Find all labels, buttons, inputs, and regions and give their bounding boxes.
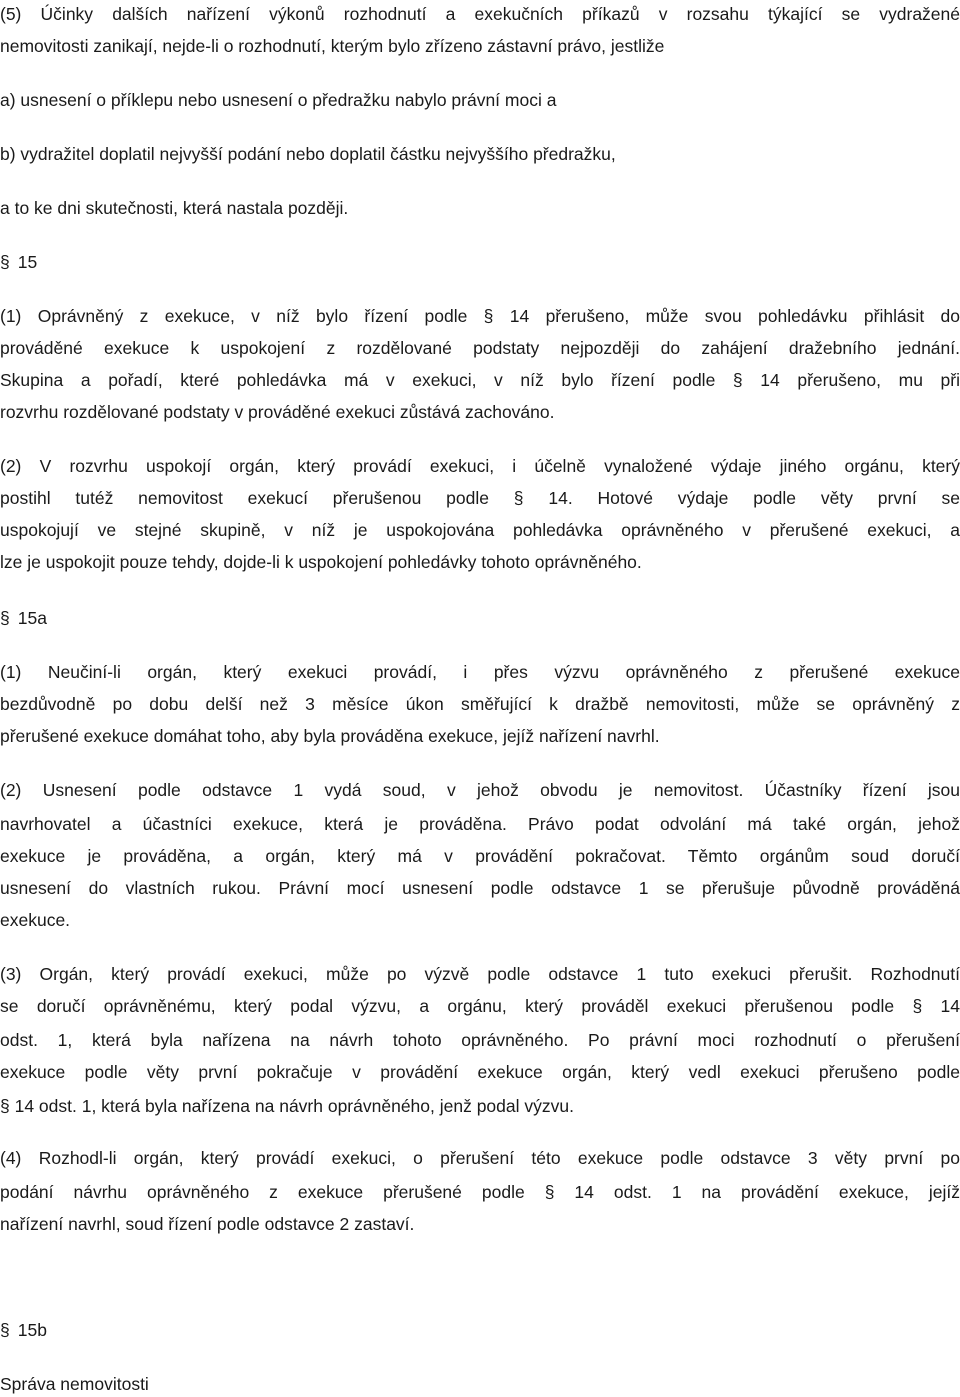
section-title: Správa nemovitosti <box>0 1374 149 1394</box>
paragraph-line: přerušené exekuce domáhat toho, aby byla prováděna exekuce, jejíž nařízení navrhl. <box>0 726 660 746</box>
paragraph-line: rozvrhu rozdělované podstaty v prováděné exekuci zůstává zachováno. <box>0 402 555 422</box>
section-heading-15b <box>0 1318 47 1342</box>
intro-line: b) vydražitel doplatil nejvyšší podání nebo doplatil částku nejvyššího předražku, <box>0 144 616 164</box>
paragraph-line: § 14 odst. 1, která byla nařízena na návrh oprávněného, jenž podal výzvu. <box>0 1096 574 1116</box>
paragraph-line: (2) Usnesení podle odstavce 1 vydá soud, v jehož obvodu je nemovitost. Účastníky řízení jsou <box>0 780 960 800</box>
paragraph-line: podání návrhu oprávněného z exekuce přerušené podle § 14 odst. 1 na provádění exekuce, jejíž <box>0 1182 960 1202</box>
paragraph-line: (3) Orgán, který provádí exekuci, může po výzvě podle odstavce 1 tuto exekuci přerušit. Rozhodnutí <box>0 964 960 984</box>
paragraph-line: odst. 1, která byla nařízena na návrh tohoto oprávněného. Po právní moci rozhodnutí o přerušení <box>0 1030 960 1050</box>
paragraph-line: uspokojují ve stejné skupině, v níž je uspokojována pohledávka oprávněného v přerušené exekuci, a <box>0 520 960 540</box>
paragraph-line: navrhovatel a účastníci exekuce, která je prováděna. Právo podat odvolání má také orgán, jehož <box>0 814 960 834</box>
paragraph-line: prováděné exekuce k uspokojení z rozdělované podstaty nejpozději do zahájení dražebního jednání. <box>0 338 960 358</box>
paragraph-line: exekuce je prováděna, a orgán, který má v provádění pokračovat. Těmto orgánům soud doručí <box>0 846 960 866</box>
paragraph-line: (2) V rozvrhu uspokojí orgán, který provádí exekuci, i účelně vynaložené výdaje jiného orgánu, který <box>0 456 960 476</box>
section-number: 15a <box>17 608 47 628</box>
paragraph-line: usnesení do vlastních rukou. Právní mocí usnesení podle odstavce 1 se přerušuje původně prováděná <box>0 878 960 898</box>
paragraph-line: (4) Rozhodl-li orgán, který provádí exekuci, o přerušení této exekuce podle odstavce 3 věty první po <box>0 1148 960 1168</box>
paragraph-line: exekuce podle věty první pokračuje v provádění exekuce orgán, který vedl exekuci přerušeno podle <box>0 1062 960 1082</box>
paragraph-line: postihl tutéž nemovitost exekucí přerušenou podle § 14. Hotové výdaje podle věty první se <box>0 488 960 508</box>
section-heading-15a <box>0 606 47 630</box>
section-sign: § <box>0 1320 10 1340</box>
section-number: 15 <box>17 252 38 272</box>
intro-line: a to ke dni skutečnosti, která nastala později. <box>0 198 349 218</box>
section-heading-15 <box>0 250 37 274</box>
paragraph-line: se doručí oprávněnému, který podal výzvu, a orgánu, který prováděl exekuci přerušenou podle § 14 <box>0 996 960 1016</box>
paragraph-line: (1) Neučiní-li orgán, který exekuci provádí, i přes výzvu oprávněného z přerušené exekuce <box>0 662 960 682</box>
section-sign: § <box>0 252 10 272</box>
section-number: 15b <box>17 1320 47 1340</box>
intro-line: (5) Účinky dalších nařízení výkonů rozhodnutí a exekučních příkazů v rozsahu týkající se vydražené <box>0 4 960 24</box>
paragraph-line: Skupina a pořadí, které pohledávka má v exekuci, v níž bylo řízení podle § 14 přerušeno, mu při <box>0 370 960 390</box>
paragraph-line: exekuce. <box>0 910 71 930</box>
intro-line: a) usnesení o příklepu nebo usnesení o předražku nabylo právní moci a <box>0 90 557 110</box>
intro-line: nemovitosti zanikají, nejde-li o rozhodnutí, kterým bylo zřízeno zástavní právo, jestliže <box>0 36 665 56</box>
paragraph-line: (1) Oprávněný z exekuce, v níž bylo řízení podle § 14 přerušeno, může svou pohledávku přihlásit do <box>0 306 960 326</box>
paragraph-line: bezdůvodně po dobu delší než 3 měsíce úkon směřující k dražbě nemovitosti, může se oprávněný z <box>0 694 960 714</box>
paragraph-line: lze je uspokojit pouze tehdy, dojde-li k uspokojení pohledávky tohoto oprávněného. <box>0 552 642 572</box>
paragraph-line: nařízení navrhl, soud řízení podle odstavce 2 zastaví. <box>0 1214 415 1234</box>
section-sign: § <box>0 608 10 628</box>
